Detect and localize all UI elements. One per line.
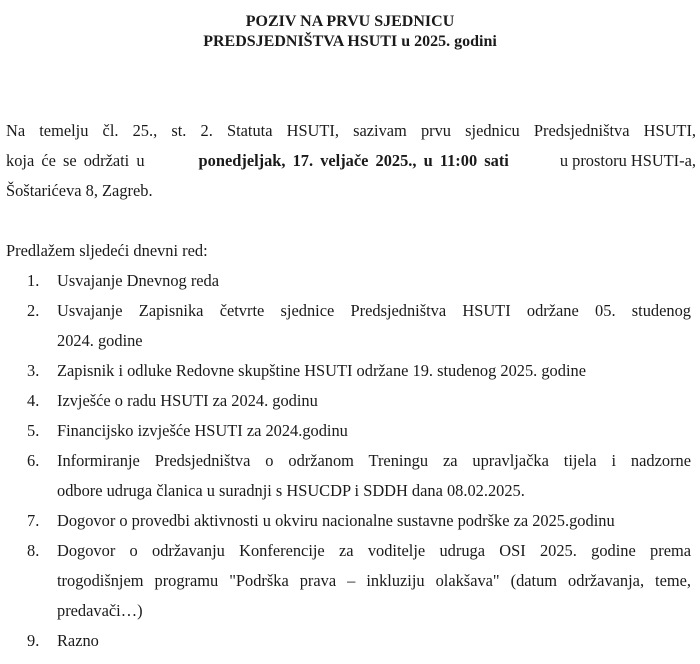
agenda-item-line: Izvješće o radu HSUTI za 2024. godinu (57, 391, 318, 410)
agenda-item (0, 626, 700, 656)
agenda-item-line: Informiranje Predsjedništva o održanom Treningu za upravljačka tijela i nadzorne (57, 451, 691, 470)
agenda-item-number: 5. (27, 421, 40, 440)
agenda-item-text (57, 356, 691, 386)
agenda-item-number: 8. (27, 541, 40, 560)
agenda-item-line: Usvajanje Dnevnog reda (57, 271, 220, 290)
intro-line-2-start: koja će se održati u (6, 151, 152, 170)
agenda-item-number: 9. (27, 631, 40, 650)
agenda-item (0, 356, 700, 386)
agenda-item-line: odbore udruga članica u suradnji s HSUCDP i SDDH dana 08.02.2025. (57, 481, 525, 500)
agenda-item (0, 266, 700, 296)
agenda-item-line: Razno (57, 631, 99, 650)
agenda-item-text (57, 626, 691, 656)
agenda-item-line: Zapisnik i odluke Redovne skupštine HSUTI održane 19. studenog 2025. godine (57, 361, 586, 380)
agenda-item-text (57, 446, 691, 506)
agenda-item-line: predavači…) (57, 601, 143, 620)
agenda-item-text (57, 266, 691, 296)
agenda-item-line: Dogovor o provedbi aktivnosti u okviru nacionalne sustavne podrške za 2025.godinu (57, 511, 615, 530)
intro-line-2-end: u prostoru HSUTI-a, (555, 151, 696, 170)
agenda-intro: Predlažem sljedeći dnevni red: (6, 241, 208, 260)
agenda-item-number: 7. (27, 511, 40, 530)
agenda-item (0, 506, 700, 536)
agenda-item-line: Financijsko izvješće HSUTI za 2024.godinu (57, 421, 348, 440)
intro-paragraph (6, 116, 696, 206)
intro-line-2 (6, 146, 696, 176)
agenda-item-number: 3. (27, 361, 40, 380)
agenda-item (0, 416, 700, 446)
intro-line-1: Na temelju čl. 25., st. 2. Statuta HSUTI, sazivam prvu sjednicu Predsjedništva HSUTI, (6, 121, 696, 140)
agenda-item-number: 4. (27, 391, 40, 410)
agenda-item-line: Dogovor o održavanju Konferencije za voditelje udruga OSI 2025. godine prema (57, 541, 691, 560)
meeting-date-time: ponedjeljak, 17. veljače 2025., u 11:00 sati (198, 151, 509, 170)
intro-line-3: Šoštarićeva 8, Zagreb. (6, 181, 153, 200)
agenda-item (0, 446, 700, 506)
agenda-item-line: trogodišnjem programu "Podrška prava – inkluziju olakšava" (datum održavanja, teme, (57, 571, 691, 590)
document-title-line-1: POZIV NA PRVU SJEDNICU (245, 13, 455, 30)
document-title-line-2: PREDSJEDNIŠTVA HSUTI u 2025. godini (203, 33, 497, 50)
agenda-item-line: Usvajanje Zapisnika četvrte sjednice Predsjedništva HSUTI održane 05. studenog (57, 301, 691, 320)
agenda-item-text (57, 506, 691, 536)
agenda-list (0, 266, 700, 656)
agenda-item-text (57, 296, 691, 356)
agenda-item (0, 296, 700, 356)
agenda-item (0, 386, 700, 416)
agenda-item-number: 1. (27, 271, 40, 290)
agenda-item-number: 6. (27, 451, 40, 470)
agenda-item-line: 2024. godine (57, 331, 143, 350)
agenda-item-number: 2. (27, 301, 40, 320)
agenda-item-text (57, 536, 691, 626)
agenda-item-text (57, 386, 691, 416)
agenda-item-text (57, 416, 691, 446)
agenda-item (0, 536, 700, 626)
